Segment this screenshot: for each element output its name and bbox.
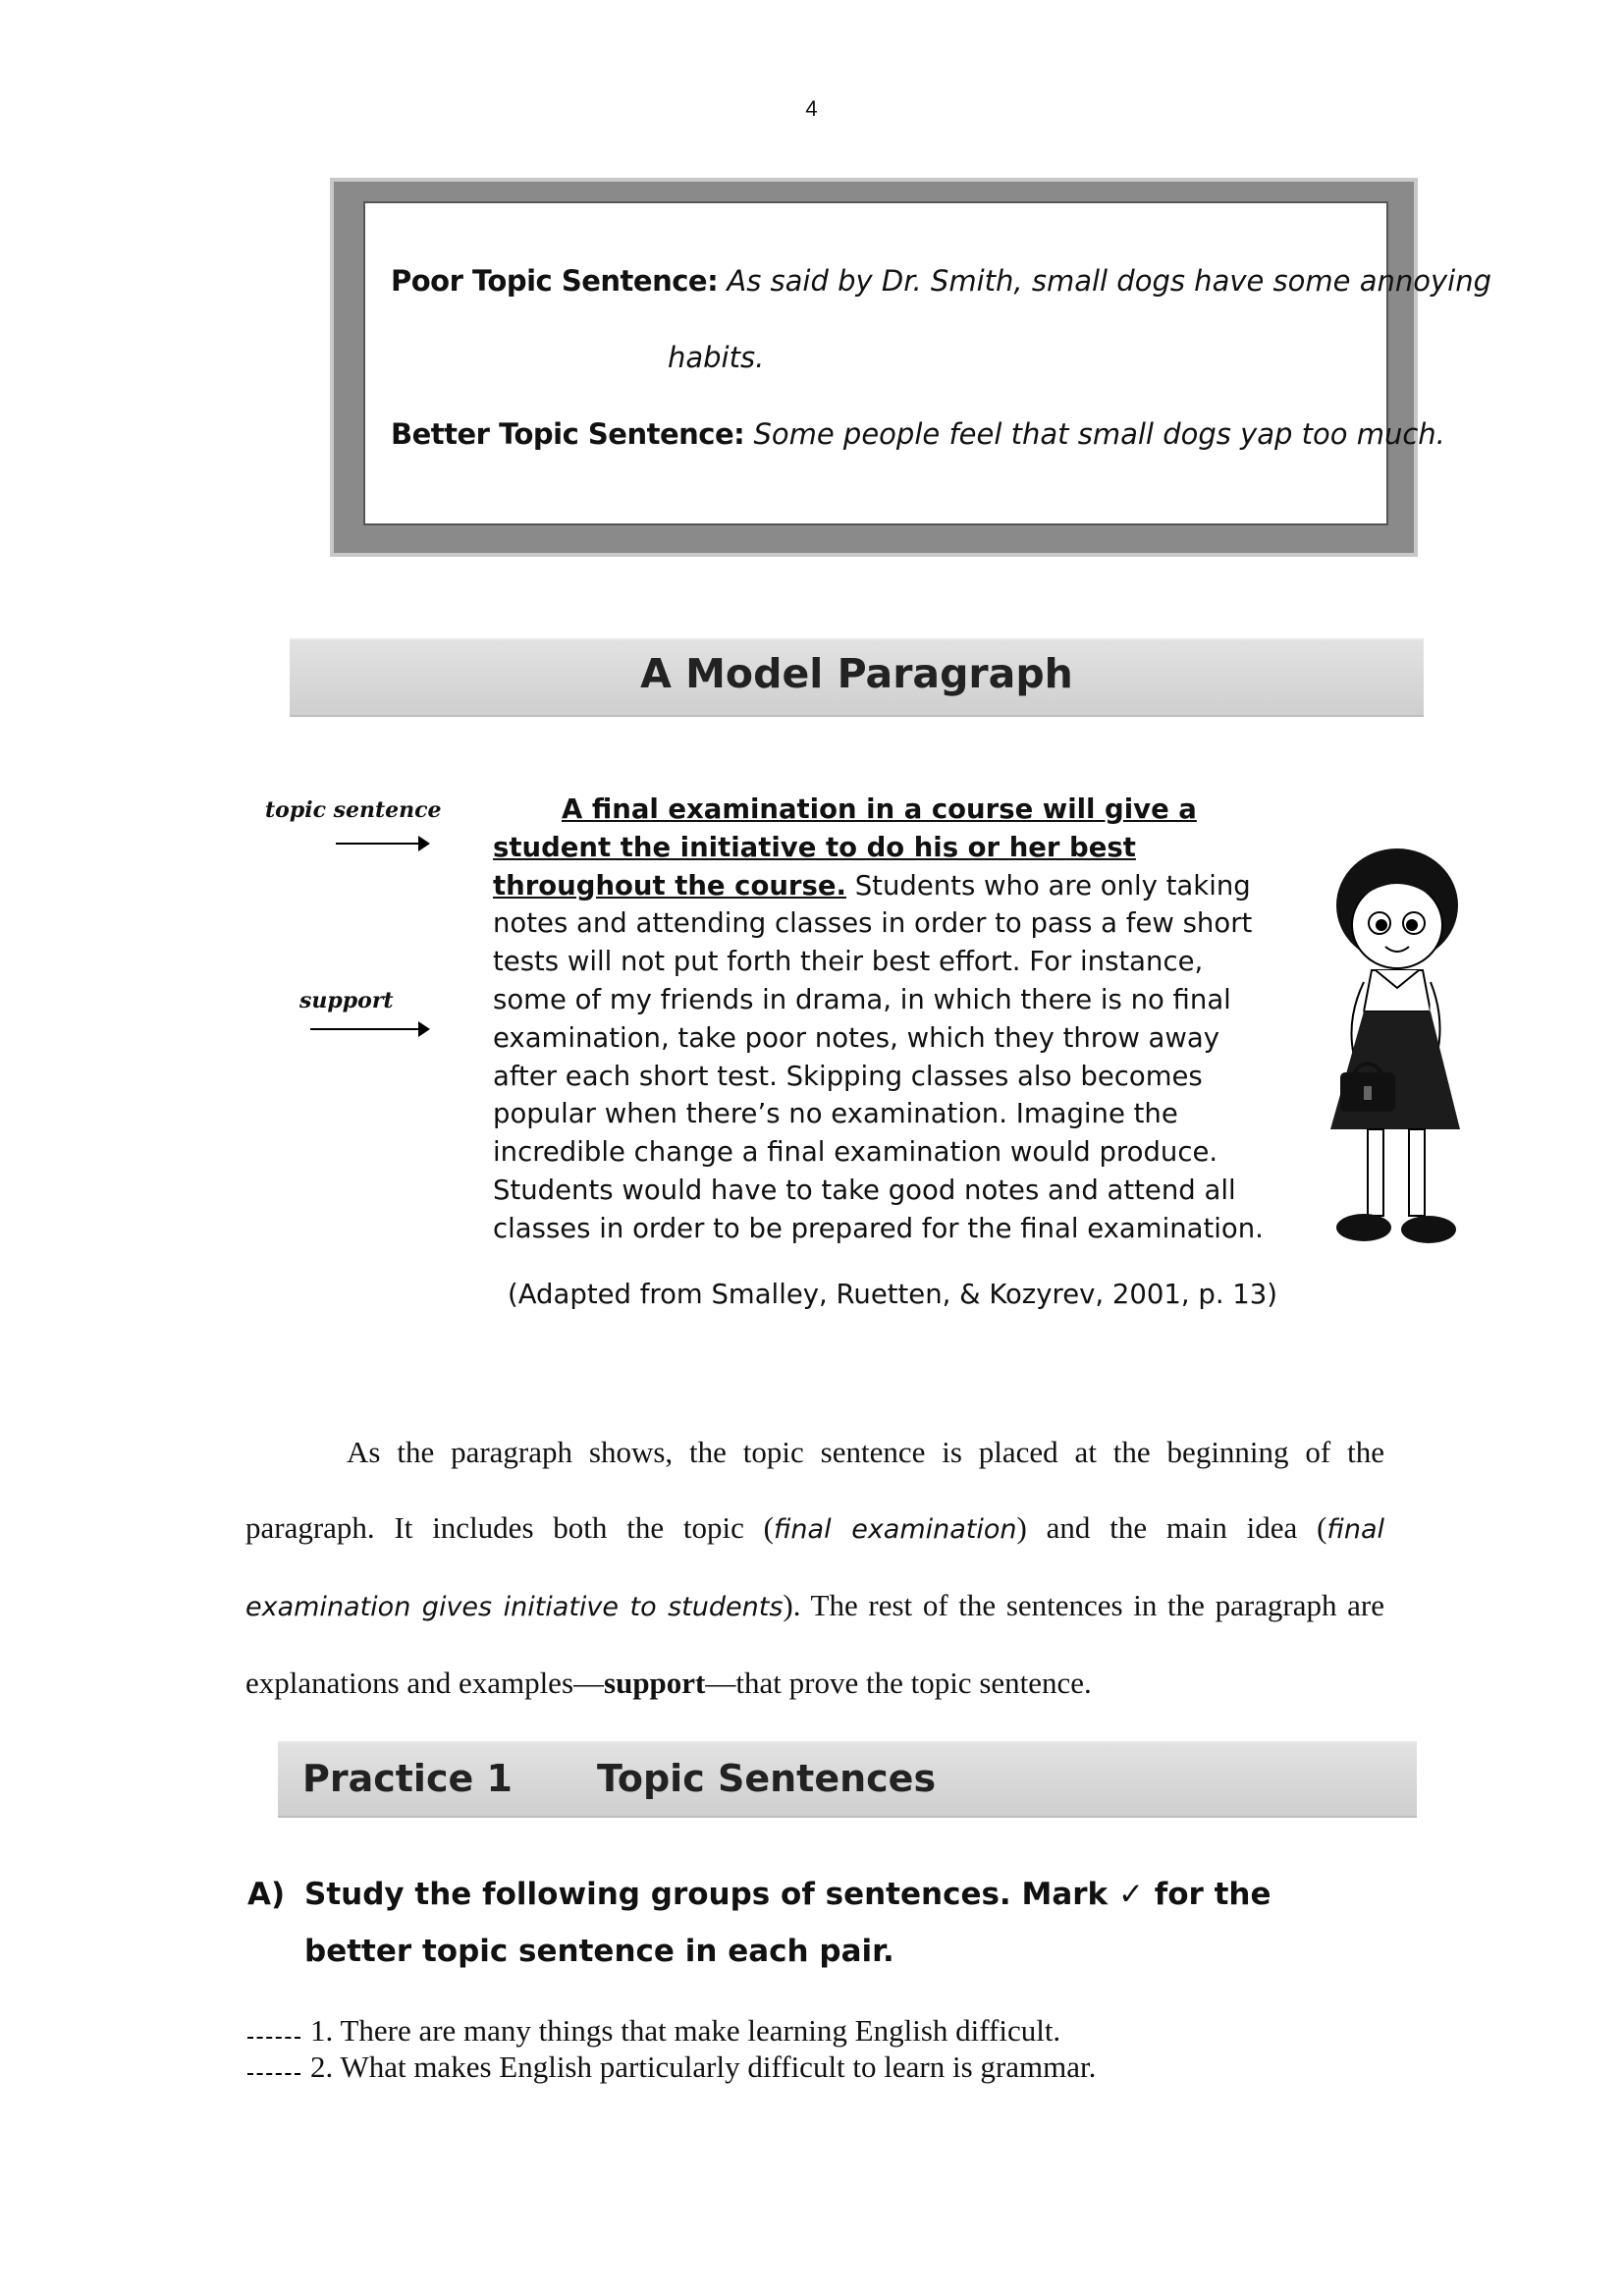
poor-topic-line [391,264,1491,298]
model-paragraph-heading: A Model Paragraph [640,650,1073,697]
schoolgirl-illustration [1321,845,1468,1257]
topic-term: final examination [773,1514,1017,1545]
practice-label: Practice 1 [302,1757,513,1800]
explanation-part4: —that prove the topic sentence. [705,1666,1092,1700]
practice-heading-band [278,1741,1417,1818]
topic-sentence-label: topic sentence [265,797,442,823]
support-term: support [604,1666,706,1700]
option-text: 1. There are many things that make learning English difficult. [310,2013,1061,2048]
model-paragraph-box [439,756,1285,1369]
explanation-part2: ) and the main idea ( [1016,1510,1327,1545]
model-paragraph-heading-band [290,638,1424,717]
better-topic-label: Better Topic Sentence: [391,417,745,451]
practice-option [247,2050,1096,2085]
page-number: 4 [805,96,818,121]
model-topic-sentence: A final examination in a course will give a student the initiative to do his or her best throughout the course. [493,793,1197,902]
option-text: 2. What makes English particularly difficult to learn is grammar. [310,2050,1097,2084]
answer-blank[interactable] [247,2073,300,2075]
instruction-text: Study the following groups of sentences. Mark ✓ for the better topic sentence in each pair. [304,1877,1271,1969]
topic-sentence-arrow-icon [336,843,426,845]
main-idea-term: final examination gives initiative to students [245,1514,1384,1622]
model-citation: (Adapted from Smalley, Ruetten, & Kozyrev, 2001, p. 13) [508,1279,1278,1310]
instruction-letter: A) [247,1877,286,1912]
poor-topic-label: Poor Topic Sentence: [391,264,719,298]
model-paragraph [493,791,1269,1248]
explanation-part1: As the paragraph shows, the topic sentence is placed at the beginning of the paragraph. It includes both the topic ( [245,1435,1384,1545]
poor-topic-text: As said by Dr. Smith, small dogs have some annoying [727,264,1492,298]
answer-blank[interactable] [247,2037,300,2039]
model-support-sentences: Students who are only taking notes and attending classes in order to pass a few short tests will not put forth their best effort. For instance, some of my friends in drama, in which there is no final examination, take poor notes, which they throw away after each short test. Skipping classes also becomes popular when there’s no examination. Imagine the incredible change a final examination would produce. Students would have to take good notes and attend all classes in order to be prepared for the final examination. [493,869,1264,1244]
support-arrow-icon [310,1028,426,1030]
support-label: support [299,988,394,1013]
example-box [363,201,1492,525]
explanation-part3: ). The rest of the sentences in the paragraph are explanations and examples— [245,1588,1384,1700]
explanation-paragraph [245,1414,1384,1721]
practice-option [247,2013,1060,2049]
practice-title: Topic Sentences [597,1757,937,1800]
better-topic-line [391,417,1445,451]
better-topic-text: Some people feel that small dogs yap too much. [753,417,1445,451]
poor-topic-text-continued: habits. [668,341,765,374]
